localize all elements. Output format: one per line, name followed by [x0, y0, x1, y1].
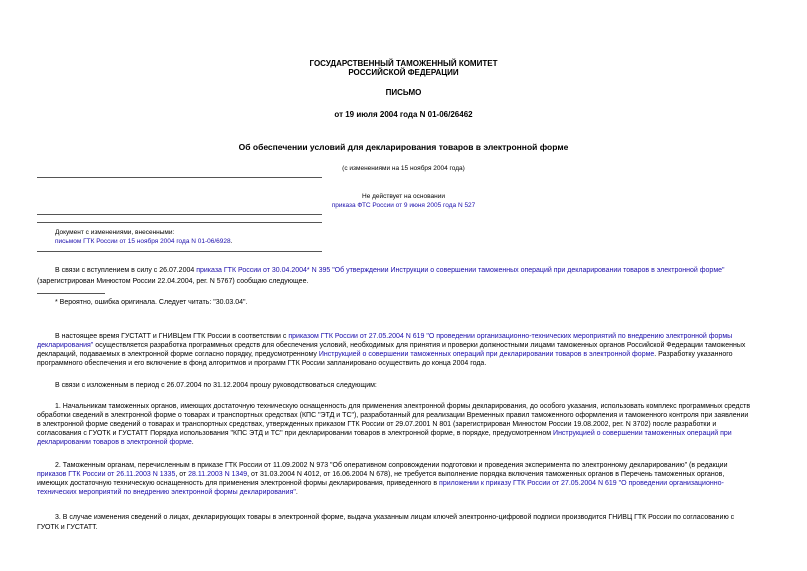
doc-title: Об обеспечении условий для декларирования товаров в электронной форме [238, 142, 569, 152]
divider [37, 222, 322, 223]
p2-order-link-cont[interactable]: декларирования" [37, 342, 94, 349]
divider [37, 251, 322, 252]
org-name-line1: ГОСУДАРСТВЕННЫЙ ТАМОЖЕННЫЙ КОМИТЕТ [309, 59, 498, 68]
item1-line5: декларировании товаров в электронной форме. [37, 439, 194, 446]
item3-line1: 3. В случае изменения сведений о лицах, декларирующих товары в электронной форме, выдача указанным лицам ключей электронно-цифровой подписи производится ГНИВЦ ГТК России по согласованию с [55, 514, 735, 521]
p1-order-link[interactable]: приказа ГТК России от 30.04.2004* N 395 "Об утверждении Инструкции о совершении таможенных операций при декларировании товаров в электронной форме" [196, 267, 725, 274]
para1-line1: В связи с вступлением в силу с 26.07.2004 приказа ГТК России от 30.04.2004* N 395 "Об утверждении Инструкции о совершении таможенных операций при декларировании товаров в электронной форме" [55, 267, 725, 274]
para3: В связи с изложенным в период с 26.07.2004 по 31.12.2004 прошу руководствоваться следующим: [55, 382, 377, 389]
org-name-line2: РОССИЙСКОЙ ФЕДЕРАЦИИ [348, 68, 459, 77]
p2-order-link[interactable]: приказом ГТК России от 27.05.2004 N 619 "О проведении организационно-технических мероприятий по внедрению электронной формы [288, 333, 733, 340]
para1-line2: (зарегистрирован Минюстом России 22.04.2004, рег. N 5767) сообщаю следующее. [37, 278, 309, 285]
item2-order-link2[interactable]: 28.11.2003 N 1349 [188, 471, 248, 478]
item3-line2: ГУОТК и ГУСТАТТ. [37, 524, 98, 531]
item1-instruction-link-cont[interactable]: декларировании товаров в электронной форме [37, 439, 192, 446]
item2-order-link1[interactable]: приказов ГТК России от 26.11.2003 N 1335 [37, 471, 176, 478]
divider [37, 214, 322, 215]
item2-appendix-link-cont[interactable]: технических мероприятий по внедрению электронной формы декларирования" [37, 489, 296, 496]
item2-line1: 2. Таможенным органам, перечисленным в приказе ГТК России от 11.09.2002 N 973 "Об оперативном сопровождении подготовки и проведения эксперимента по электронному декларированию" (в редакции [55, 462, 728, 469]
item1-line3: в электронной форме сведений о товарах и транспортных средствах, утвержденных приказом ГТК России от 29.07.2001 N 801 (зарегистрирован Минюстом России 19.08.2002, рег. N 3702) после разработки и [37, 421, 717, 428]
footnote: * Вероятно, ошибка оригинала. Следует читать: "30.03.04". [55, 299, 248, 306]
para2-line4: программного обеспечения и его включение в фонд алгоритмов и программ ГТК России запланировано осуществить до конца 2004 года. [37, 360, 487, 367]
footnote-divider [37, 293, 105, 294]
para2-line3: деклараций, подаваемых в электронной форме согласно порядку, предусмотренному Инструкцией о совершении таможенных операций при декларировании товаров в электронной форме. Разработку указанного [37, 351, 733, 358]
item1-instruction-link[interactable]: Инструкцией о совершении таможенных операций при [553, 430, 732, 437]
item2-appendix-link[interactable]: приложении к приказу ГТК России от 27.05.2004 N 619 "О проведении организационно- [439, 480, 724, 487]
item2-line4: технических мероприятий по внедрению электронной формы декларирования". [37, 489, 298, 496]
status-line: Не действует на основании [362, 193, 445, 200]
status-link[interactable]: приказа ФТС России от 9 июня 2005 года N 527 [331, 202, 476, 209]
item1-line2: обработки сведений в электронной форме о товарах и транспортных средствах (КПС "ЭТД и ТС"), разработанный для реализации Временных правил таможенного оформления и таможенного контроля при заявлении [37, 412, 749, 419]
divider [37, 177, 322, 178]
amend-link[interactable]: письмом ГТК России от 15 ноября 2004 года N 01-06/6928 [55, 238, 231, 245]
amend-label: Документ с изменениями, внесенными: [55, 229, 175, 236]
doc-date: от 19 июля 2004 года N 01-06/26462 [334, 110, 473, 119]
para2-line1: В настоящее время ГУСТАТТ и ГНИВЦем ГТК России в соответствии с приказом ГТК России от 27.05.2004 N 619 "О проведении организационно-технических мероприятий по внедрению электронной формы [55, 333, 733, 340]
doc-type: ПИСЬМО [385, 88, 422, 97]
item2-line3: имеющих достаточную техническую оснащенность для применения электронной формы декларирования, приведенного в приложении к приказу ГТК России от 27.05.2004 N 619 "О проведении организационно- [37, 480, 724, 487]
para2-line2: декларирования" осуществляется разработка программных средств для обеспечения условий, необходимых для принятия и проверки должностными лицами таможенных органов Российской Федерации таможенных [37, 342, 746, 349]
item1-line4: согласования с ГУОТК и ГУСТАТТ Порядка использования "КПС ЭТД и ТС" при декларировании товаров в электронной форме, в порядке, предусмотренном Инструкцией о совершении таможенных операций при [37, 430, 732, 437]
item2-line2: приказов ГТК России от 26.11.2003 N 1335, от 28.11.2003 N 1349, от 31.03.2004 N 4012, от 16.06.2004 N 678), не требуется выполнение порядка включения таможенных органов в Перечень таможенных органов, [37, 471, 725, 478]
doc-changes: (с изменениями на 15 ноября 2004 года) [342, 165, 465, 172]
amend-line: письмом ГТК России от 15 ноября 2004 года N 01-06/6928. [55, 238, 233, 245]
p2-instruction-link[interactable]: Инструкцией о совершении таможенных операций при декларировании товаров в электронной форме [318, 351, 655, 358]
item1-line1: 1. Начальникам таможенных органов, имеющих достаточную техническую оснащенность для применения электронной формы декларирования, до особого указания, использовать комплекс программных средств [55, 403, 751, 410]
